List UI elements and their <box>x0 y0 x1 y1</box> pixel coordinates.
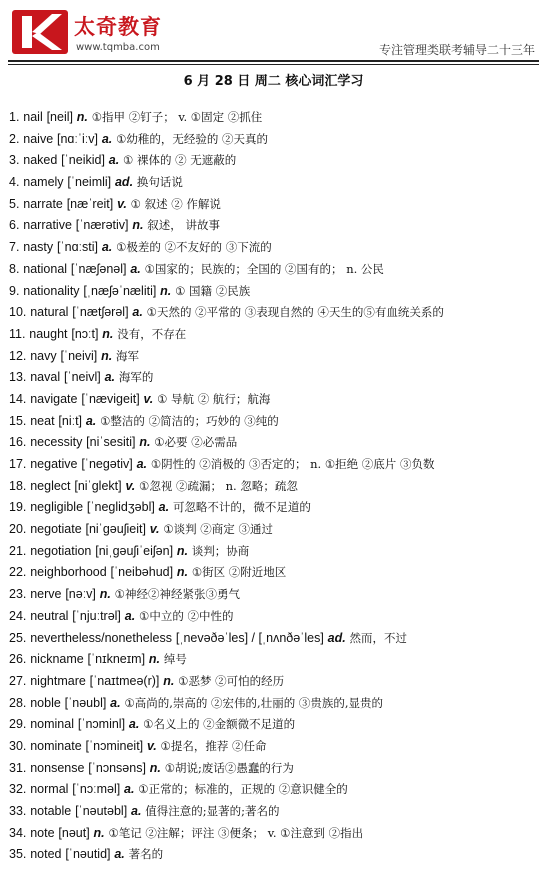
vocab-entry <box>9 693 545 715</box>
entry-number: 27. <box>9 673 27 688</box>
entry-phonetic: [niˈglekt] <box>74 478 122 493</box>
entry-phonetic: [nɔːt] <box>71 326 99 341</box>
entry-part-of-speech: ad. <box>114 175 134 190</box>
entry-word: nail <box>23 110 43 124</box>
vocab-entry <box>9 259 545 281</box>
entry-definition: ①高尚的,崇高的 ②宏伟的,壮丽的 ③贵族的,显贵的 <box>124 695 384 710</box>
entry-part-of-speech: v. <box>117 196 127 211</box>
entry-definition: ①提名，推荐 ②任命 <box>160 738 267 753</box>
entry-number: 18. <box>9 478 27 493</box>
entry-word: negligible <box>30 500 84 515</box>
entry-word: neutral <box>30 608 69 623</box>
entry-definition: ① 叙述 ② 作解说 <box>130 196 221 211</box>
entry-word: nickname <box>30 652 84 667</box>
entry-part-of-speech: a. <box>101 240 113 255</box>
vocab-entry <box>9 302 545 324</box>
entry-part-of-speech: n. <box>160 283 172 298</box>
entry-word: nominate <box>30 738 82 753</box>
entry-part-of-speech: v. <box>146 738 157 753</box>
entry-number: 14. <box>9 391 27 406</box>
entry-number: 20. <box>9 522 27 537</box>
entry-word: nerve <box>30 587 62 602</box>
entry-word: naval <box>30 370 61 385</box>
vocabulary-list <box>9 107 545 866</box>
entry-definition: ①国家的；民族的；全国的 ②国有的； n. 公民 <box>144 261 384 276</box>
entry-part-of-speech: n. <box>176 543 188 558</box>
entry-definition: 换句话说 <box>136 175 183 190</box>
entry-part-of-speech: a. <box>124 782 135 797</box>
entry-part-of-speech: n. <box>163 673 175 688</box>
entry-word: notable <box>30 804 72 818</box>
entry-phonetic: [ˈnəutəbl] <box>75 804 128 818</box>
entry-number: 8. <box>9 261 20 276</box>
entry-part-of-speech: n. <box>176 565 189 580</box>
vocab-entry <box>9 519 545 541</box>
entry-definition: 可忽略不计的，微不足道的 <box>172 500 311 515</box>
vocab-entry <box>9 389 545 411</box>
vocab-entry <box>9 671 545 693</box>
entry-word: naked <box>23 153 58 168</box>
entry-definition: 然而，不过 <box>349 630 408 645</box>
entry-word: navy <box>30 348 57 363</box>
entry-number: 22. <box>9 565 27 580</box>
entry-number: 25. <box>9 630 27 645</box>
entry-number: 33. <box>9 804 27 818</box>
vocab-entry <box>9 649 545 671</box>
entry-phonetic: [niˌgəuʃiˈeiʃən] <box>95 543 174 558</box>
entry-number: 24. <box>9 608 27 623</box>
entry-number: 13. <box>9 370 27 385</box>
entry-phonetic: [ˈnævigeit] <box>81 391 140 406</box>
entry-word: negative <box>30 457 78 471</box>
vocab-entry <box>9 346 545 368</box>
entry-number: 11. <box>9 326 26 341</box>
entry-phonetic: [nəut] <box>58 825 90 840</box>
entry-word: neglect <box>30 478 71 493</box>
entry-number: 2. <box>9 131 20 146</box>
entry-phonetic: [ˈneivi] <box>60 348 98 363</box>
page-title: 6 月 28 日 周二 核心词汇学习 <box>183 74 364 89</box>
entry-part-of-speech: v. <box>125 478 136 493</box>
entry-word: note <box>30 825 55 840</box>
entry-part-of-speech: n. <box>76 110 88 124</box>
vocab-entry <box>9 107 545 129</box>
entry-definition: ①中立的 ②中性的 <box>139 608 234 623</box>
vocab-entry <box>9 736 545 758</box>
entry-definition: 绰号 <box>163 652 187 667</box>
vocab-entry <box>9 281 545 303</box>
entry-phonetic: [ˌnevəðəˈles] / [ˌnʌnðəˈles] <box>175 630 324 645</box>
entry-definition: 值得注意的;显著的;著名的 <box>145 804 280 818</box>
vocab-entry <box>9 562 545 584</box>
entry-definition: ①笔记 ②注解；评注 ③便条； v. ①注意到 ②指出 <box>108 825 364 840</box>
vocab-entry <box>9 129 545 151</box>
entry-definition: ①必要 ②必需品 <box>154 435 238 450</box>
entry-number: 7. <box>9 240 20 255</box>
entry-number: 3. <box>9 153 20 168</box>
entry-part-of-speech: a. <box>108 153 120 168</box>
entry-phonetic: [ˈnegətiv] <box>81 457 133 471</box>
entry-number: 29. <box>9 717 27 732</box>
logo-k-icon <box>12 10 68 54</box>
entry-phonetic: [niːt] <box>58 413 83 428</box>
entry-part-of-speech: a. <box>101 131 113 146</box>
entry-phonetic: [ˈneimli] <box>67 175 112 190</box>
entry-phonetic: [ˈneivl] <box>63 370 101 385</box>
entry-part-of-speech: n. <box>102 326 114 341</box>
entry-definition: 著名的 <box>128 847 164 862</box>
entry-number: 16. <box>9 435 27 450</box>
entry-phonetic: [niˈgəuʃieit] <box>85 522 146 537</box>
entry-part-of-speech: v. <box>149 522 160 537</box>
brand-url: www.tqmba.com <box>76 42 160 53</box>
page-header <box>0 0 547 62</box>
entry-definition: 叙述， 讲故事 <box>147 218 220 233</box>
vocab-entry <box>9 454 545 476</box>
vocab-entry <box>9 823 545 845</box>
entry-number: 23. <box>9 587 27 602</box>
entry-part-of-speech: a. <box>104 370 116 385</box>
entry-definition: 海军 <box>116 348 140 363</box>
header-slogan: 专注管理类联考辅导二十三年 <box>378 43 535 57</box>
entry-number: 4. <box>9 175 20 190</box>
vocab-entry <box>9 172 545 194</box>
entry-part-of-speech: a. <box>128 717 140 732</box>
entry-phonetic: [ˈnærətiv] <box>75 218 129 233</box>
entry-word: necessity <box>30 435 83 450</box>
entry-phonetic: [ˈnɔːməl] <box>72 782 121 797</box>
entry-definition: ① 导航 ② 航行；航海 <box>157 391 271 406</box>
vocab-entry <box>9 801 545 823</box>
entry-phonetic: [ˈnɑːsti] <box>56 240 98 255</box>
vocab-entry <box>9 324 545 346</box>
entry-definition: ①极差的 ②不友好的 ③下流的 <box>116 240 272 255</box>
entry-part-of-speech: ad. <box>327 630 346 645</box>
header-divider-thin <box>8 64 539 65</box>
entry-word: national <box>23 261 68 276</box>
entry-part-of-speech: n. <box>148 652 161 667</box>
entry-definition: ①神经②神经紧张③勇气 <box>114 587 240 602</box>
entry-number: 30. <box>9 738 27 753</box>
entry-definition: ①谈判 ②商定 ③通过 <box>163 522 273 537</box>
entry-word: naive <box>23 131 54 146</box>
entry-definition: ① 国籍 ②民族 <box>175 283 251 298</box>
entry-definition: ①幼稚的，无经验的 ②天真的 <box>116 131 269 146</box>
entry-part-of-speech: a. <box>110 695 121 710</box>
vocab-entry <box>9 628 545 650</box>
entry-part-of-speech: a. <box>130 261 141 276</box>
entry-word: noble <box>30 695 61 710</box>
entry-number: 32. <box>9 782 27 797</box>
entry-word: negotiation <box>30 543 92 558</box>
entry-word: namely <box>23 175 64 190</box>
entry-word: nightmare <box>30 673 86 688</box>
entry-word: nonsense <box>30 760 85 775</box>
entry-part-of-speech: n. <box>101 348 113 363</box>
entry-number: 17. <box>9 457 27 471</box>
entry-number: 6. <box>9 218 20 233</box>
entry-phonetic: [ˈneikid] <box>61 153 105 168</box>
vocab-entry <box>9 194 545 216</box>
entry-phonetic: [ˈnɔmineit] <box>85 738 144 753</box>
entry-number: 5. <box>9 196 20 211</box>
entry-number: 9. <box>9 283 20 298</box>
entry-word: neighborhood <box>30 565 107 580</box>
vocab-entry <box>9 606 545 628</box>
entry-phonetic: [ˈnaɪtmeə(r)] <box>89 673 160 688</box>
vocab-entry <box>9 476 545 498</box>
entry-word: narrative <box>23 218 72 233</box>
entry-definition: ①天然的 ②平常的 ③表现自然的 ④天生的⑤有血统关系的 <box>146 305 444 320</box>
entry-number: 35. <box>9 847 27 862</box>
entry-part-of-speech: a. <box>114 847 125 862</box>
vocab-entry <box>9 541 545 563</box>
entry-definition: ① 裸体的 ② 无遮蔽的 <box>123 153 237 168</box>
entry-phonetic: [nəːv] <box>65 587 96 602</box>
entry-number: 26. <box>9 652 27 667</box>
entry-phonetic: [ˈnæʃənəl] <box>70 261 127 276</box>
brand-name: 太奇教育 <box>74 15 162 39</box>
entry-word: noted <box>30 847 62 862</box>
entry-part-of-speech: n. <box>99 587 111 602</box>
entry-word: navigate <box>30 391 78 406</box>
entry-definition: ①名义上的 ②金额微不足道的 <box>143 717 296 732</box>
entry-definition: 海军的 <box>118 370 154 385</box>
vocab-entry <box>9 497 545 519</box>
entry-word: natural <box>30 305 69 320</box>
entry-word: nasty <box>23 240 54 255</box>
entry-part-of-speech: a. <box>136 457 147 471</box>
entry-word: normal <box>30 782 69 797</box>
entry-definition: ①街区 ②附近地区 <box>191 565 287 580</box>
vocab-entry <box>9 150 545 172</box>
entry-word: neat <box>30 413 55 428</box>
entry-number: 19. <box>9 500 27 515</box>
entry-phonetic: [ˈnɪkneɪm] <box>87 652 146 667</box>
entry-number: 10. <box>9 305 27 320</box>
vocab-entry <box>9 367 545 389</box>
vocab-entry <box>9 432 545 454</box>
vocab-entry <box>9 758 545 780</box>
entry-phonetic: [ˈnɔminl] <box>77 717 126 732</box>
entry-number: 1. <box>9 110 20 124</box>
entry-phonetic: [ˈnjuːtrəl] <box>72 608 121 623</box>
entry-number: 15. <box>9 413 27 428</box>
entry-word: naught <box>29 326 68 341</box>
entry-number: 12. <box>9 348 27 363</box>
entry-phonetic: [ˈnɔnsəns] <box>88 760 146 775</box>
entry-word: nationality <box>23 283 80 298</box>
entry-part-of-speech: n. <box>132 218 144 233</box>
entry-part-of-speech: a. <box>158 500 170 515</box>
entry-phonetic: [ˈnəutid] <box>65 847 111 862</box>
entry-part-of-speech: n. <box>149 760 161 775</box>
entry-phonetic: [ˈneibəhud] <box>110 565 174 580</box>
entry-definition: ①恶梦 ②可怕的经历 <box>178 673 285 688</box>
entry-word: narrate <box>23 196 63 211</box>
entry-definition: ①指甲 ②钉子； v. ①固定 ②抓住 <box>91 110 263 124</box>
brand-logo <box>12 10 68 54</box>
entry-word: nominal <box>30 717 74 732</box>
entry-definition: 没有，不存在 <box>117 326 187 341</box>
entry-phonetic: [ˌnæʃəˈnæliti] <box>83 283 157 298</box>
entry-part-of-speech: a. <box>131 804 142 818</box>
vocab-entry <box>9 844 545 866</box>
entry-part-of-speech: a. <box>124 608 136 623</box>
entry-phonetic: [nɑːˈiːv] <box>56 131 98 146</box>
entry-phonetic: [neil] <box>46 110 73 124</box>
vocab-entry <box>9 779 545 801</box>
entry-number: 31. <box>9 760 27 775</box>
entry-number: 21. <box>9 543 27 558</box>
vocab-entry <box>9 215 545 237</box>
header-divider <box>8 60 539 62</box>
entry-phonetic: [ˈnætʃərəl] <box>72 305 129 320</box>
entry-part-of-speech: v. <box>143 391 154 406</box>
vocab-entry <box>9 714 545 736</box>
entry-phonetic: [ˈnəubl] <box>64 695 107 710</box>
vocab-entry <box>9 584 545 606</box>
entry-phonetic: [niˈsesiti] <box>86 435 136 450</box>
entry-definition: ①正常的；标准的，正规的 ②意识健全的 <box>138 782 348 797</box>
entry-definition: 谈判；协商 <box>191 543 250 558</box>
vocab-entry <box>9 237 545 259</box>
entry-part-of-speech: a. <box>85 413 97 428</box>
entry-definition: ①胡说;废话②愚蠢的行为 <box>164 760 294 775</box>
entry-word: negotiate <box>30 522 82 537</box>
entry-number: 34. <box>9 825 27 840</box>
entry-part-of-speech: n. <box>93 825 105 840</box>
entry-part-of-speech: a. <box>132 305 143 320</box>
entry-phonetic: [næˈreit] <box>66 196 114 211</box>
entry-part-of-speech: n. <box>139 435 151 450</box>
entry-definition: ①整洁的 ②简洁的；巧妙的 ③纯的 <box>100 413 279 428</box>
entry-word: nevertheless/nonetheless <box>30 630 172 645</box>
vocab-entry <box>9 411 545 433</box>
entry-definition: ①阴性的 ②消极的 ③否定的； n. ①拒绝 ②底片 ③负数 <box>150 457 435 471</box>
entry-definition: ①忽视 ②疏漏； n. 忽略；疏忽 <box>139 478 298 493</box>
entry-phonetic: [ˈneglidʒəbl] <box>86 500 155 515</box>
entry-number: 28. <box>9 695 27 710</box>
